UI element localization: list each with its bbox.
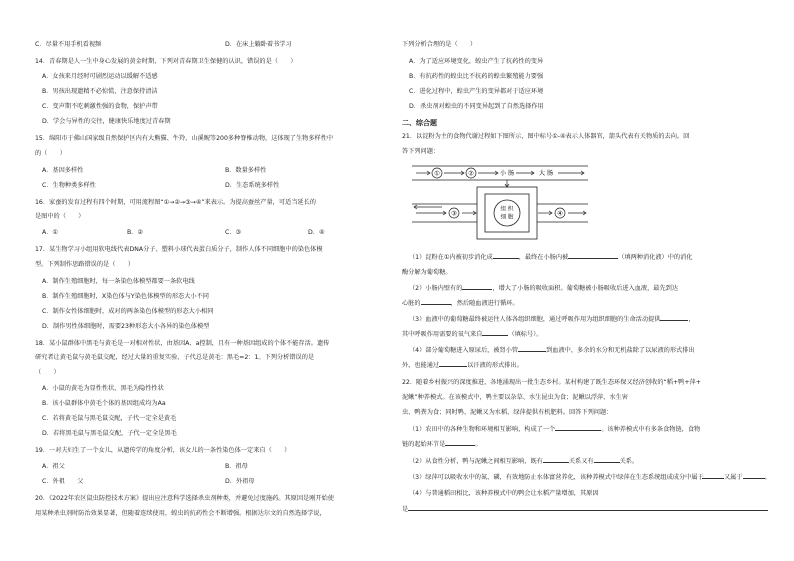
q22-p1-text-c: 链的起始环节是: [402, 441, 446, 448]
q18-option-b: B．该小鼠群体中黄毛个体的基因组成均为Aa: [42, 400, 166, 407]
q17-option-b: B．制作生殖细胞时，X染色体与Y染色体模型的形态大小不同: [42, 293, 209, 300]
q22-part4-line2: [402, 506, 768, 514]
answer-blank[interactable]: [493, 258, 519, 259]
q22-p2-text-b: 关系又有: [568, 458, 594, 465]
answer-blank[interactable]: [543, 462, 569, 463]
q17-option-a: A．制作生殖细胞时，每一条染色体模型都要一条软电线: [42, 278, 195, 285]
q18-stem-line3: （ ）: [35, 369, 60, 376]
q19-stem: 19．一对夫妇生了一个女儿，从遗传学的角度分析，该女儿的一条性染色体一定来自（ ）: [35, 447, 291, 454]
tissue-cell-circle: [494, 200, 520, 226]
q22-p3-text-c: 。: [764, 474, 771, 481]
answer-blank[interactable]: [462, 289, 492, 290]
q21-p2-text-a: （2）小肠内壁有的: [409, 285, 463, 292]
organ-label-3: ③: [451, 209, 457, 218]
answer-blank[interactable]: [555, 430, 601, 431]
q17-option-d: D．制作男性体细胞时，需要23种形态大小各异的染色体模型: [42, 323, 210, 330]
q22-part1-line2: [402, 441, 482, 449]
q16-stem-line1: 16．家蚕的发育过程有四个时期，可用流程图“①→②→③→④”来表示。为提高蚕丝产量，可适当延长的: [35, 199, 316, 206]
q19-option-b: B．祖母: [225, 463, 248, 470]
organ-label-4: ④: [557, 209, 563, 218]
answer-blank[interactable]: [518, 351, 546, 352]
q15-option-d: D．生态系统多样性: [225, 182, 280, 189]
q18-stem-line1: 18．某小鼠群体中黑毛与黄毛是一对相对性状，由基因A、a控制，且有一种基因组成的个体不能存活。遗传: [35, 340, 330, 347]
q21-p3-text-a: （3）血液中的葡萄糖最终被运往人体各组织细胞，通过呼吸作用为组织细胞的生命活动提供: [409, 316, 661, 323]
q21-stem-line1: 21．以淀粉为主的食物代谢过程如下图所示，图中标号①-④表示人体器官，箭头代表有关物质的去向。回: [402, 133, 690, 140]
q22-part2: [409, 458, 638, 466]
q21-stem-line2: 答下列问题：: [402, 148, 440, 155]
q13-option-c: C．尽量不用手机看视频: [35, 41, 102, 48]
q19-option-c: C．外祖 父: [42, 478, 84, 485]
answer-blank[interactable]: [594, 462, 620, 463]
q16-option-d: D．④: [308, 229, 325, 236]
q20-option-d: D．杀虫剂对蝗虫的不同变异起到了自然选择作用: [409, 103, 544, 110]
q21-part3-line1: [409, 316, 695, 324]
q21-p2-text-d: ，然后随血液进行循环。: [450, 300, 519, 307]
answer-blank[interactable]: [743, 478, 765, 479]
q20-option-c: C．进化过程中，蝗虫产生的变异都对于适应环境: [409, 88, 544, 95]
q20-option-b: B．有抗药性的蝗虫比不抗药的蝗虫繁殖能力要强: [409, 73, 544, 80]
q21-p4-text-b: 到血液中，多余的水分和无机盐除了以尿液的形式排出: [546, 347, 695, 354]
q22-part4-line1: （4）与普通稻田相比，该种养模式中的鸭会让水稻产量增加，其原因: [409, 490, 599, 497]
q21-p1-text-b: ，最终在小肠内被: [518, 254, 569, 261]
section-heading: 二、综合题: [402, 119, 437, 127]
q21-p4-text-d: 以汗液的形式排出。: [467, 362, 523, 369]
tissue-label-line1: 组 织: [500, 206, 514, 213]
q17-stem-line1: 17．某生物学习小组用软电线代表DNA分子、塑料小球代表蛋白质分子，制作人体不同细胞中的染色体模: [35, 246, 323, 253]
q21-part3-line2: [402, 331, 542, 339]
q21-p1-text-c: （填两种消化液）中的消化: [618, 254, 693, 261]
answer-blank[interactable]: [439, 366, 467, 367]
q22-stem-line1: 22．随着乡村振兴的深度推进，各地涌现出一批生态乡村。某村构建了既生态环保又经济创收的“稻+鸭+萍+: [402, 379, 701, 386]
q22-p1-text-b: 。该种养模式中有多条食物链，食物: [601, 426, 701, 433]
q15-stem-line2: 的（ ）: [35, 150, 66, 157]
q17-option-c: C．制作女性体细胞时，成对的两条染色体模型的形态大小相同: [42, 308, 214, 315]
q16-option-b: B．②: [127, 229, 143, 236]
q22-part3-line1: （3）绿萍可以吸收水中的氮、磷，有效地防止水体富营养化，该种养模式中绿萍在生态系统组成成分中属于: [409, 474, 704, 481]
answer-blank[interactable]: [702, 478, 724, 479]
q19-option-d: D．外祖母: [225, 478, 255, 485]
q22-p2-text-c: 关系。: [619, 458, 639, 465]
q21-p3-text-c: 其中呼吸作用需要的氧气来自: [402, 331, 483, 338]
q22-p1-text-a: （1）农田中的各种生物和环境相互影响，构成了一个: [409, 426, 556, 433]
q21-part1-line2: 酶分解为葡萄糖。: [402, 269, 452, 276]
q16-option-c: C．③: [225, 229, 242, 236]
q22-p4-text-b: 是: [402, 506, 409, 513]
q14-option-b: B．男孩出现遗精不必惊慌，注意保持清洁: [42, 88, 158, 95]
q21-part4-line2: [402, 362, 523, 370]
answer-blank[interactable]: [421, 304, 451, 305]
q18-option-a: A．小鼠的黄毛为显性性状，黑毛为隐性性状: [42, 385, 164, 392]
q21-part1-line1: [409, 254, 692, 262]
q22-p2-text-a: （2）从食性分析，鸭与泥鳅之间相互影响，既有: [409, 458, 543, 465]
q20-stem-line2: 用某种杀虫剂时防治效果显著，但随着连续使用，蝗虫的抗药性会不断增强。根据达尔文的自然选择学说，: [35, 510, 326, 517]
q22-part1-line1: [409, 426, 700, 434]
q15-stem-line1: 15．绵阳市于佛山国家级自然保护区内有大熊猫、牛羚、山溪鲵等200多种脊椎动物，这体现了生物多样性中: [35, 135, 334, 142]
q19-option-a: A．祖父: [42, 463, 65, 470]
q16-stem-line2: 是图中的（ ）: [35, 213, 85, 220]
q14-option-a: A．女孩来月经时可剧烈运动以缓解不适感: [42, 73, 158, 80]
q21-p1-text-a: （1）淀粉在①内被初步消化成: [409, 254, 493, 261]
organ-label-2: ②: [468, 169, 474, 178]
q21-part2-line2: [402, 300, 519, 308]
q21-part2-line1: [409, 285, 678, 293]
q21-part4-line1: [409, 347, 695, 355]
answer-blank[interactable]: [408, 510, 768, 511]
answer-blank[interactable]: [660, 320, 688, 321]
q21-p2-text-b: ，增大了小肠的吸收面积。葡萄糖被小肠吸收后进入血液，最先到达: [492, 285, 679, 292]
q21-p3-text-d: （填标号）。: [508, 331, 543, 338]
q20-stem-line1: 20．《2022年农区鼠虫防控技术方案》提出应注意科学选择杀虫剂种类，并避免过度施药。其原因是刚开始使: [35, 495, 334, 502]
q18-option-c: C．若将黄毛鼠与黑毛鼠交配，子代一定全是黄毛: [42, 415, 177, 422]
answer-blank[interactable]: [445, 445, 475, 446]
tissue-label-line2: 细 胞: [500, 214, 514, 221]
q14-option-c: C．变声期不吃刺激性强的食物，保护声带: [42, 103, 158, 110]
blood-vessel-box: [477, 187, 537, 239]
digestion-diagram: [408, 163, 592, 243]
q14-stem: 14．青春期是人一生中身心发展的黄金时期，下列对青春期卫生保健的认识，错误的是（ ）: [35, 58, 297, 65]
large-intestine-label: 大 肠: [538, 170, 554, 177]
q22-part3-line1-tail: [702, 474, 771, 482]
q18-stem-line2: 研究者让黄毛鼠与黄毛鼠交配，经过大量的重复实验，子代总是黄毛：黑毛=2：1。下列分析错误的是: [35, 354, 315, 361]
q13-option-d: D．在床上躺卧着书学习: [225, 41, 292, 48]
q17-stem-line2: 型。下列制作思路错误的是（ ）: [35, 261, 134, 268]
q15-option-c: C．生物种类多样性: [42, 182, 96, 189]
q14-option-d: D．学会与异性的交往，健康快乐地度过青春期: [42, 118, 171, 125]
q21-p2-text-c: 心脏的: [402, 300, 421, 307]
q22-stem-line3: 虫、鸭粪为食；同时鸭、泥鳅又为水稻、绿萍提供有机肥料。回答下列问题：: [402, 409, 613, 416]
q16-option-a: A．①: [42, 229, 58, 236]
q21-p4-text-a: （4）部分葡萄糖进入原尿后，被肾小管: [409, 347, 519, 354]
q21-p3-text-b: ，: [688, 316, 695, 323]
small-intestine-label: 小 肠: [499, 170, 515, 177]
q22-p3-text-b: 又属于: [724, 474, 743, 481]
answer-blank[interactable]: [482, 335, 508, 336]
organ-label-1: ①: [434, 169, 440, 178]
answer-blank[interactable]: [568, 258, 618, 259]
q22-p1-text-d: 。: [475, 441, 482, 448]
q15-option-a: A．基因多样性: [42, 167, 84, 174]
q20-option-a: A．为了适应环境变化，蝗虫产生了抗药性的变异: [409, 58, 544, 65]
q15-option-b: B．数量多样性: [225, 167, 267, 174]
q18-option-d: D．若将黑毛鼠与黑毛鼠交配，子代一定全是黑毛: [42, 430, 177, 437]
q22-stem-line2: 泥鳅”种养模式。在该模式中，鸭主要以杂草、水生昆虫为食；泥鳅以浮萍、水生害: [402, 394, 628, 401]
q21-p4-text-c: 外，也能通过: [402, 362, 440, 369]
q20-stem-cont: 下列分析合理的是（ ）: [402, 41, 477, 48]
